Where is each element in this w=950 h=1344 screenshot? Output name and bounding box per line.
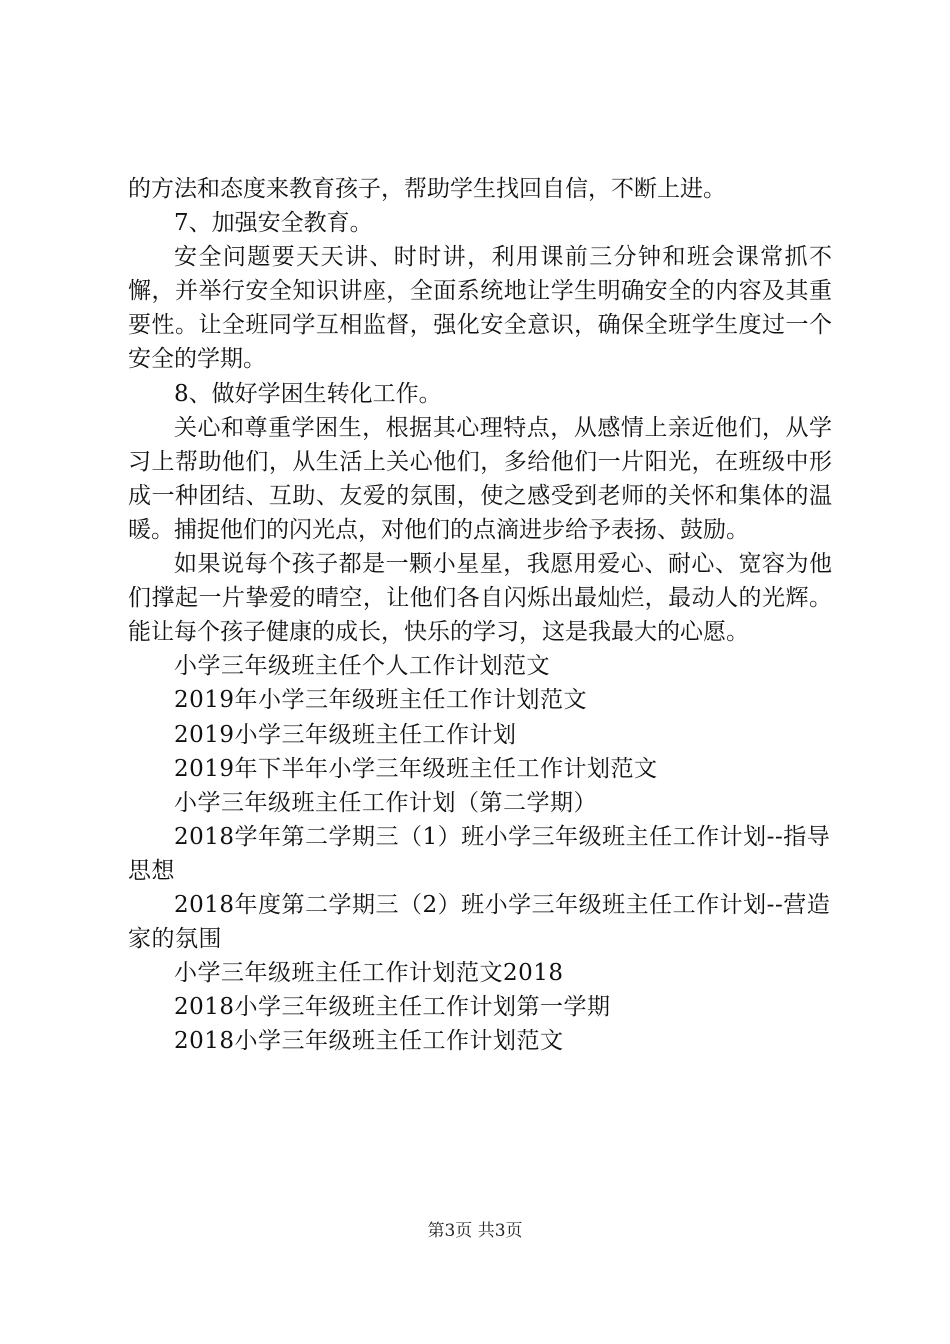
body-paragraph: 安全问题要天天讲、时时讲，利用课前三分钟和班会课常抓不懈，并举行安全知识讲座，全面系统地让学生明确安全的内容及其重要性。让全班同学互相监督，强化安全意识，确保全班学生度过一个安全的学期。	[128, 244, 832, 373]
related-article-link[interactable]: 小学三年级班主任工作计划（第二学期）	[174, 789, 597, 816]
related-article-link[interactable]: 2018年度第二学期三（2）班小学三年级班主任工作计划--营造家的氛围	[128, 891, 831, 953]
related-article-link[interactable]: 2019年小学三年级班主任工作计划范文	[174, 687, 588, 714]
body-paragraph: 关心和尊重学困生，根据其心理特点，从感情上亲近他们，从学习上帮助他们，从生活上关心他们，多给他们一片阳光，在班级中形成一种团结、互助、友爱的氛围，使之感受到老师的关怀和集体的温暖。捕捉他们的闪光点，对他们的点滴进步给予表扬、鼓励。	[128, 414, 832, 543]
section-heading: 8、做好学困生转化工作。	[174, 380, 442, 407]
related-article-link[interactable]: 2019小学三年级班主任工作计划	[174, 721, 517, 748]
body-paragraph: 的方法和态度来教育孩子，帮助学生找回自信，不断上进。	[128, 176, 726, 202]
document-body	[128, 172, 832, 1058]
related-article-link[interactable]: 2019年下半年小学三年级班主任工作计划范文	[174, 755, 658, 782]
related-article-link[interactable]: 小学三年级班主任个人工作计划范文	[174, 653, 550, 680]
related-article-link[interactable]: 2018小学三年级班主任工作计划第一学期	[174, 994, 611, 1021]
section-heading: 7、加强安全教育。	[174, 210, 373, 237]
related-article-link[interactable]: 2018小学三年级班主任工作计划范文	[174, 1028, 564, 1055]
body-paragraph: 如果说每个孩子都是一颗小星星，我愿用爱心、耐心、宽容为他们撑起一片挚爱的晴空，让他们各自闪烁出最灿烂，最动人的光辉。能让每个孩子健康的成长，快乐的学习，这是我最大的心愿。	[128, 551, 832, 646]
page-number-footer: 第3页 共3页	[427, 1221, 523, 1241]
related-article-link[interactable]: 2018学年第二学期三（1）班小学三年级班主任工作计划--指导思想	[128, 823, 831, 884]
related-article-link[interactable]: 小学三年级班主任工作计划范文2018	[174, 960, 564, 987]
